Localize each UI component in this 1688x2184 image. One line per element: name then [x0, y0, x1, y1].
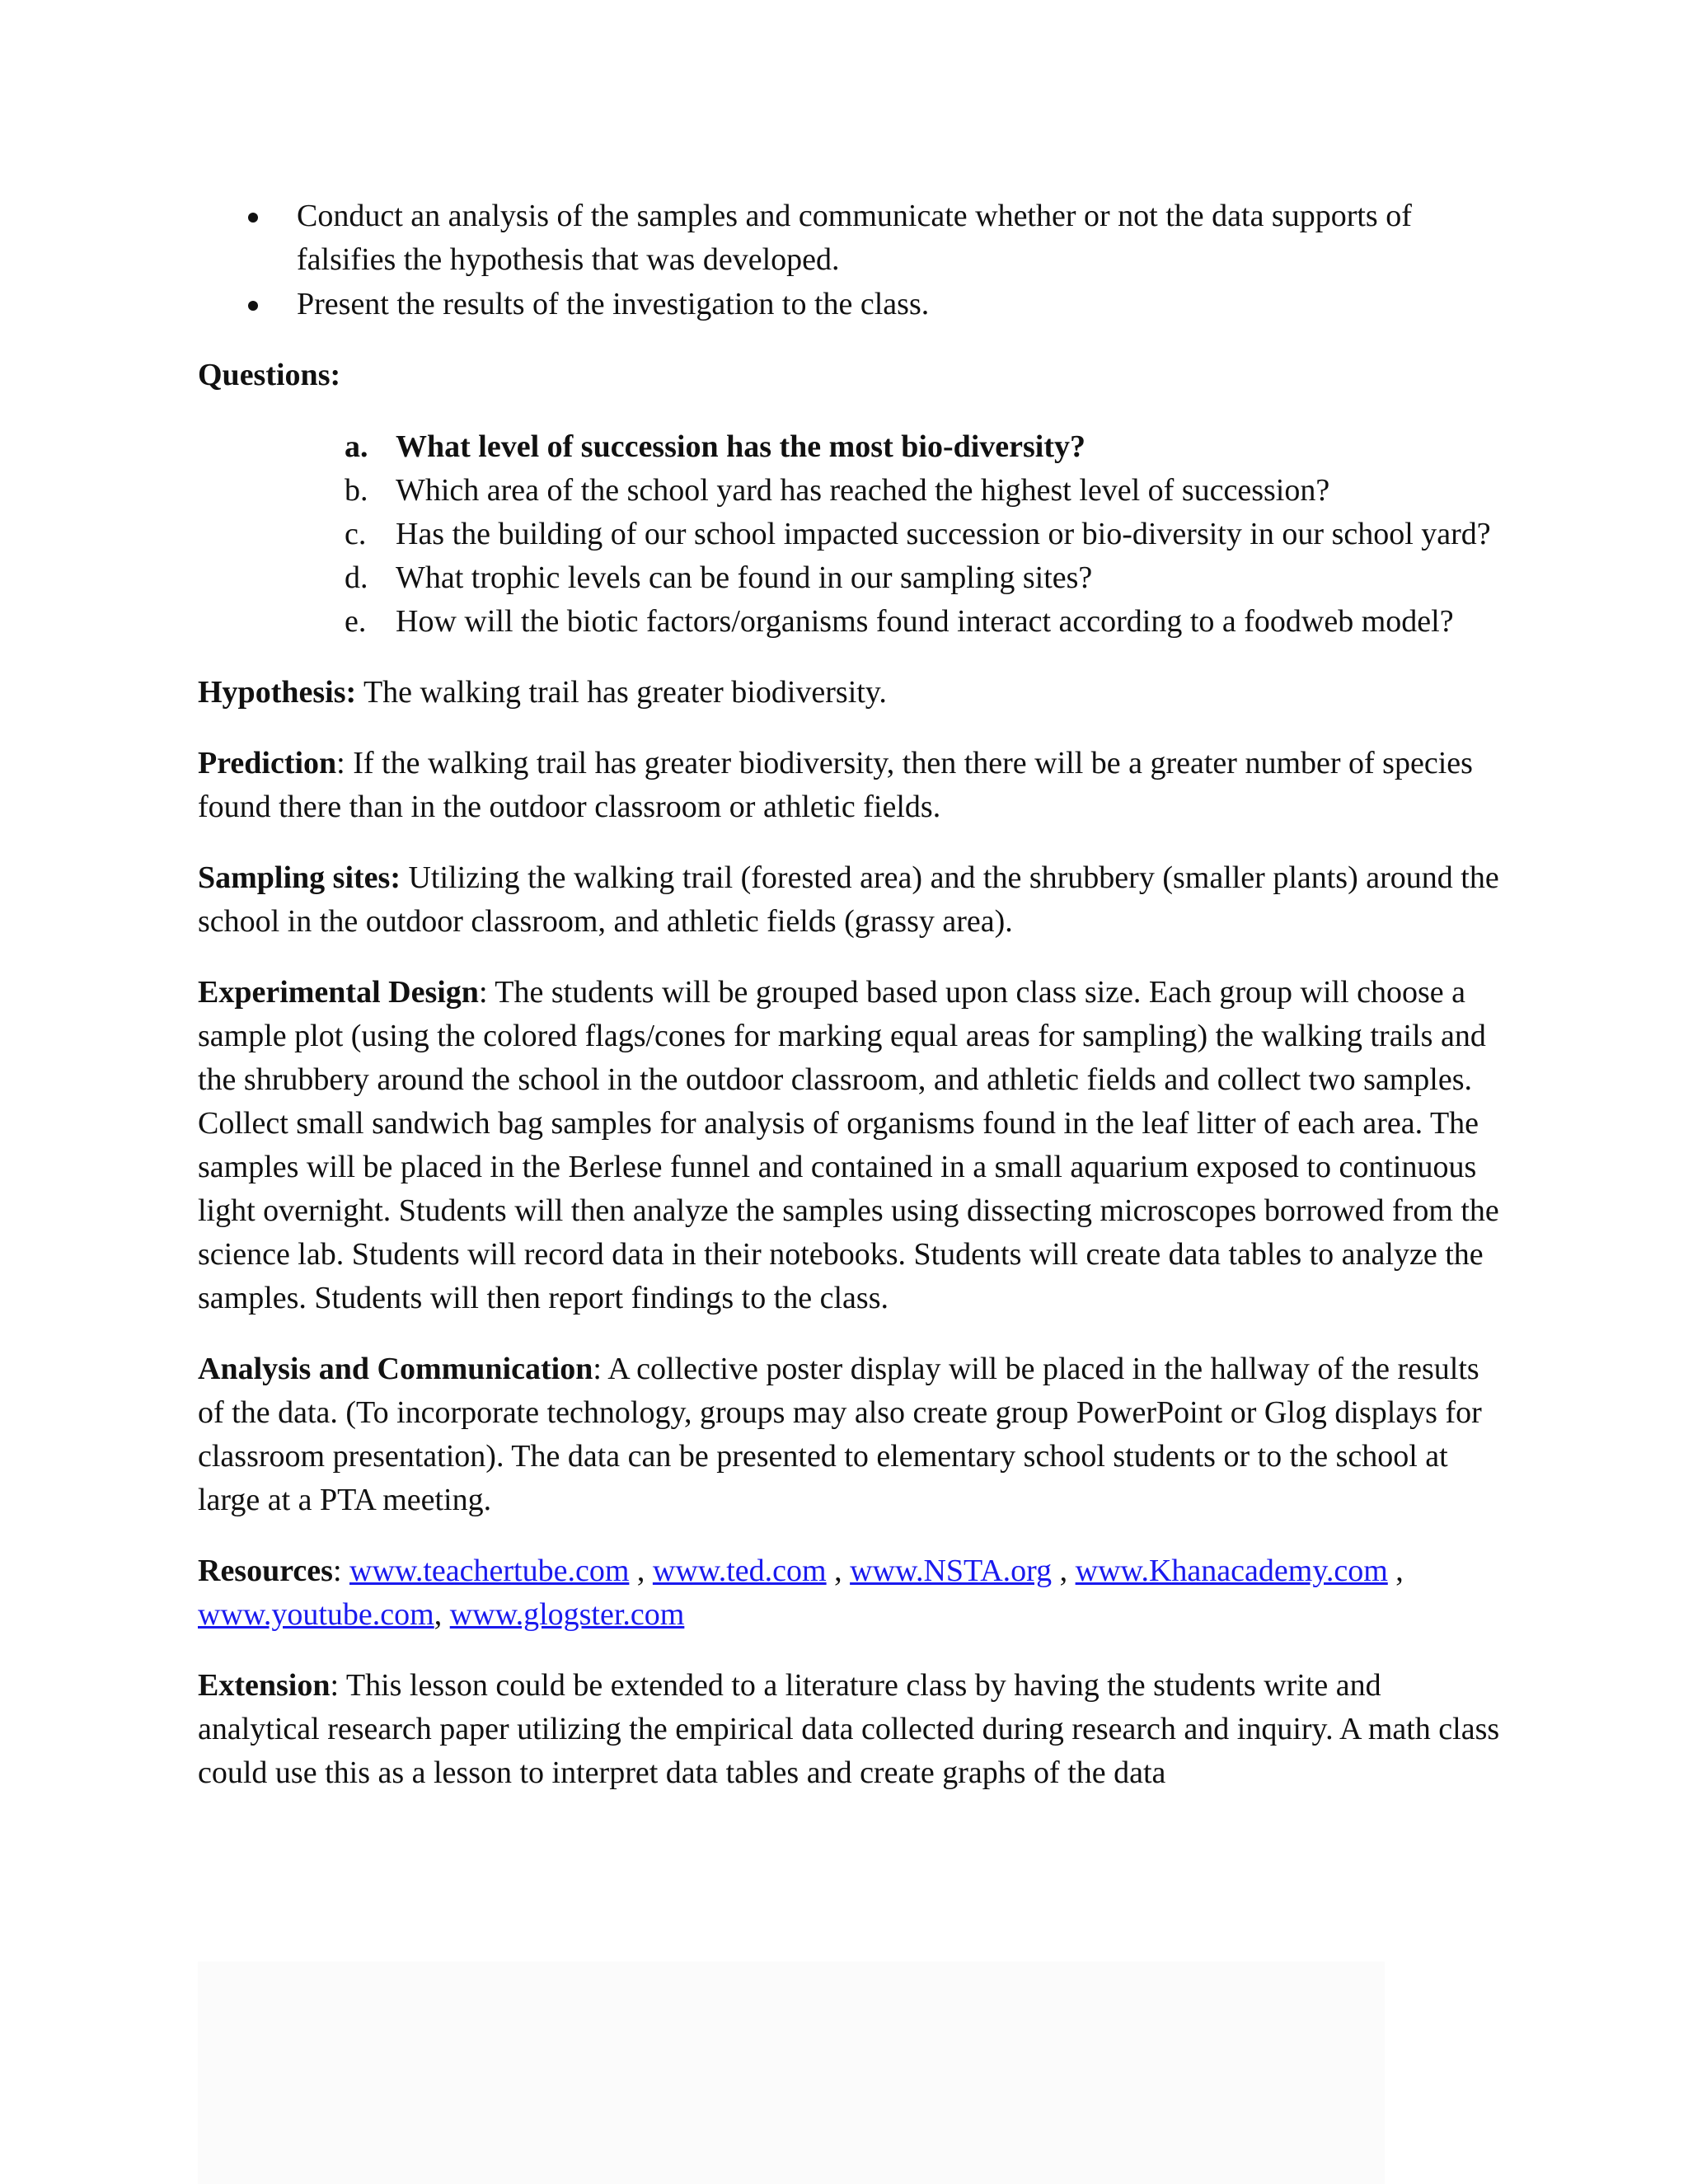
analysis-communication-paragraph: Analysis and Communication: A collective poster display will be placed in the hallway of the results of the data. (To incorporate technology, groups may also create group PowerPoint or Glog displays for classroom presentation). The data can be presented to elementary school students or to the school at large at a PTA meeting.	[198, 1352, 1482, 1517]
bullet-list	[198, 194, 1500, 326]
resource-link-nsta[interactable]: www.NSTA.org	[850, 1554, 1053, 1588]
resources-paragraph: Resources: www.teachertube.com , www.ted.com , www.NSTA.org , www.Khanacademy.com , www.youtube.com, www.glogster.com	[198, 1554, 1404, 1632]
experimental-design-paragraph: Experimental Design: The students will be grouped based upon class size. Each group will choose a sample plot (using the colored flags/cones for marking equal areas for sampling) the walking trails and the shrubbery around the school in the outdoor classroom, and athletic fields and collect two samples. Collect small sandwich bag samples for analysis of organisms found in the leaf litter of each area. The samples will be placed in the Berlese funnel and contained in a small aquarium exposed to continuous light overnight. Students will then analyze the samples using dissecting microscopes borrowed from the science lab. Students will record data in their notebooks. Students will create data tables to analyze the samples. Students will then report findings to the class.	[198, 975, 1499, 1315]
question-item: e. How will the biotic factors/organisms found interact according to a foodweb model?	[345, 604, 1454, 639]
questions-heading: Questions:	[198, 358, 341, 392]
extension-paragraph: Extension: This lesson could be extended to a literature class by having the students write and analytical research paper utilizing the empirical data collected during research and inquiry. A math class could use this as a lesson to interpret data tables and create graphs of the data	[198, 1668, 1500, 1790]
hypothesis-paragraph: Hypothesis: The walking trail has greater biodiversity.	[198, 675, 887, 710]
scan-shading	[198, 1961, 1385, 2184]
resource-link-glogster[interactable]: www.glogster.com	[449, 1597, 685, 1632]
question-item: a. What level of succession has the most bio-diversity?	[345, 429, 1086, 464]
resource-link-ted[interactable]: www.ted.com	[652, 1554, 827, 1588]
bullet-item: Present the results of the investigation to the class.	[198, 283, 1500, 326]
resource-link-youtube[interactable]: www.youtube.com	[198, 1597, 434, 1632]
question-item: c. Has the building of our school impacted succession or bio-diversity in our school yard?	[345, 517, 1491, 551]
questions-list	[198, 425, 1500, 644]
bullet-item: Conduct an analysis of the samples and communicate whether or not the data supports of falsifies the hypothesis that was developed.	[198, 194, 1500, 282]
question-item: b. Which area of the school yard has reached the highest level of succession?	[345, 473, 1330, 508]
sampling-sites-paragraph: Sampling sites: Utilizing the walking trail (forested area) and the shrubbery (smaller plants) around the school in the outdoor classroom, and athletic fields (grassy area).	[198, 860, 1499, 939]
question-item: d. What trophic levels can be found in our sampling sites?	[345, 560, 1093, 595]
document-body	[198, 194, 1500, 1795]
resource-link-khanacademy[interactable]: www.Khanacademy.com	[1075, 1554, 1388, 1588]
bullet-dot-icon	[248, 301, 258, 311]
resource-link-teachertube[interactable]: www.teachertube.com	[349, 1554, 630, 1588]
bullet-dot-icon	[248, 213, 258, 223]
prediction-paragraph: Prediction: If the walking trail has greater biodiversity, then there will be a greater number of species found there than in the outdoor classroom or athletic fields.	[198, 746, 1473, 824]
